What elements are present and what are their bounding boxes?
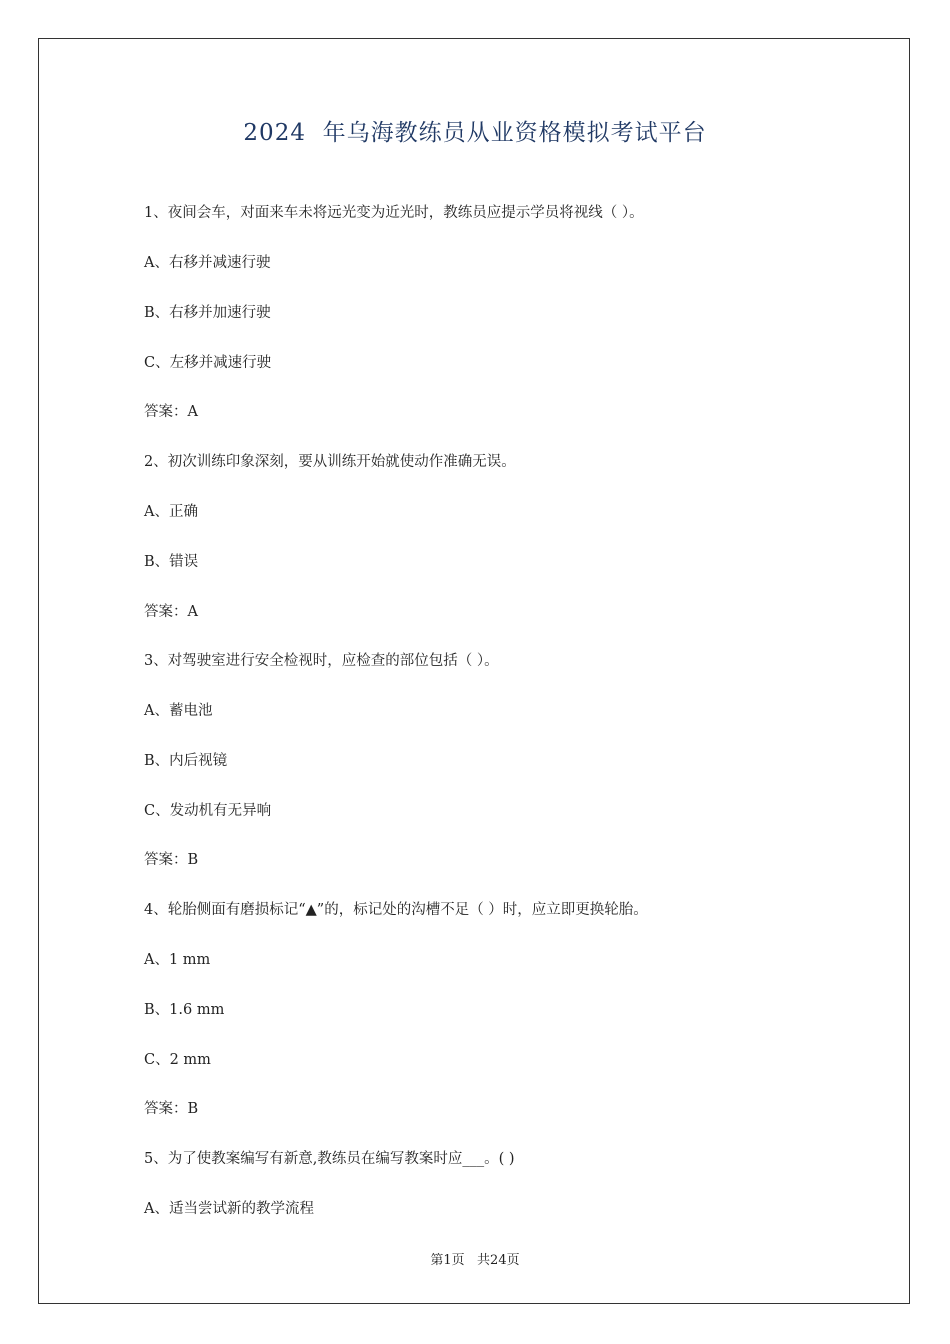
question-4-answer: 答案：B bbox=[144, 1101, 199, 1117]
question-1-stem: 1、夜间会车，对面来车未将远光变为近光时，教练员应提示学员将视线（ ）。 bbox=[144, 205, 644, 221]
question-3-answer: 答案：B bbox=[144, 852, 199, 868]
page-number-footer: 第1页 共24页 bbox=[430, 1253, 520, 1268]
question-2-option-a: A、正确 bbox=[144, 504, 198, 520]
document-title: 2024 年乌海教练员从业资格模拟考试平台 bbox=[243, 120, 707, 146]
question-1-option-b: B、右移并加速行驶 bbox=[144, 305, 271, 321]
question-2-option-b: B、错误 bbox=[144, 554, 199, 570]
question-4-option-b: B、1.6 mm bbox=[144, 1002, 225, 1018]
question-3-stem: 3、对驾驶室进行安全检视时，应检查的部位包括（ ）。 bbox=[144, 653, 499, 669]
question-2-answer: 答案：A bbox=[144, 604, 198, 620]
question-1-answer: 答案：A bbox=[144, 404, 198, 420]
question-4-option-c: C、2 mm bbox=[144, 1052, 211, 1068]
question-3-option-a: A、蓄电池 bbox=[144, 703, 213, 719]
question-2-stem: 2、初次训练印象深刻，要从训练开始就使动作准确无误。 bbox=[144, 454, 516, 470]
question-5-stem: 5、为了使教案编写有新意,教练员在编写教案时应___。( ) bbox=[144, 1151, 515, 1167]
question-3-option-c: C、发动机有无异响 bbox=[144, 803, 272, 819]
question-5-option-a: A、适当尝试新的教学流程 bbox=[144, 1201, 314, 1217]
question-4-option-a: A、1 mm bbox=[144, 952, 211, 968]
question-1-option-c: C、左移并减速行驶 bbox=[144, 355, 272, 371]
question-3-option-b: B、内后视镜 bbox=[144, 753, 228, 769]
question-4-stem: 4、轮胎侧面有磨损标记“▲”的，标记处的沟槽不足（ ）时，应立即更换轮胎。 bbox=[144, 902, 648, 918]
question-1-option-a: A、右移并减速行驶 bbox=[144, 255, 271, 271]
